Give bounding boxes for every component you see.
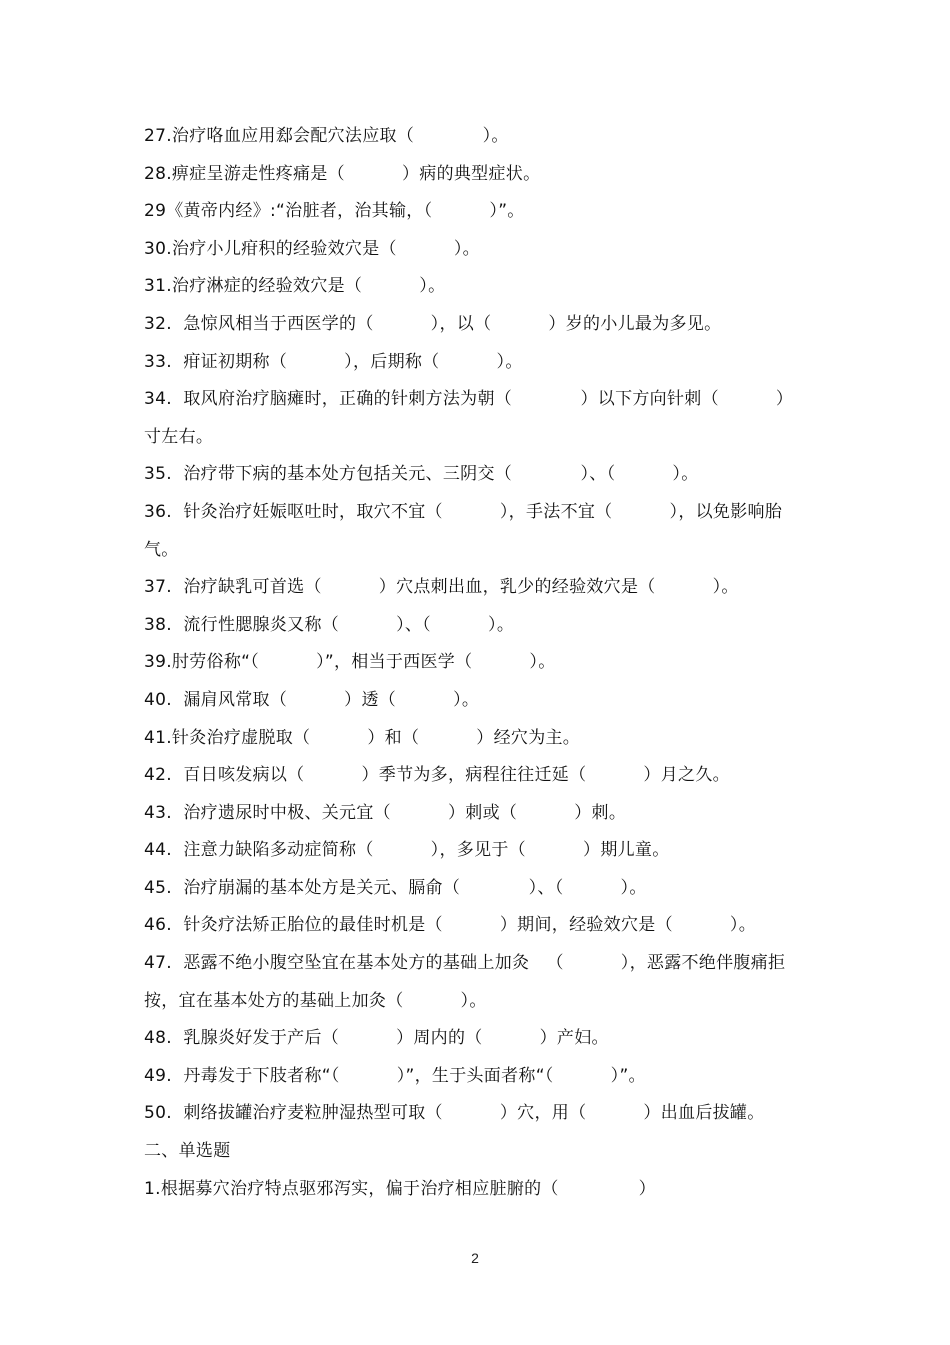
question-32: 32. 急惊风相当于西医学的（ ），以（ ）岁的小儿最为多见。 <box>144 313 722 334</box>
question-46: 46. 针灸疗法矫正胎位的最佳时机是（ ）期间，经验效穴是（ ）。 <box>144 915 757 936</box>
question-41: 41.针灸治疗虚脱取（ ）和（ ）经穴为主。 <box>144 727 581 748</box>
question-40: 40. 漏肩风常取（ ）透（ ）。 <box>144 689 480 710</box>
question-list <box>144 118 810 1208</box>
question-49: 49. 丹毒发于下肢者称“（ ）”，生于头面者称“（ ）”。 <box>144 1065 646 1086</box>
question-48: 48. 乳腺炎好发于产后（ ）周内的（ ）产妇。 <box>144 1028 609 1049</box>
question-37: 37. 治疗缺乳可首选（ ）穴点刺出血，乳少的经验效穴是（ ）。 <box>144 577 739 598</box>
question-29: 29《黄帝内经》:“治脏者，治其输，（ ）”。 <box>144 201 525 222</box>
question-50: 50. 刺络拔罐治疗麦粒肿湿热型可取（ ）穴，用（ ）出血后拔罐。 <box>144 1103 765 1124</box>
question-28: 28.痹症呈游走性疼痛是（ ）病的典型症状。 <box>144 163 541 184</box>
page-number: 2 <box>471 1250 479 1266</box>
question-42: 42. 百日咳发病以（ ）季节为多，病程往往迁延（ ）月之久。 <box>144 765 730 786</box>
question-39: 39.肘劳俗称“（ ）”，相当于西医学（ ）。 <box>144 652 556 673</box>
question-38: 38. 流行性腮腺炎又称（ ）、（ ）。 <box>144 614 515 635</box>
question-47: 47. 恶露不绝小腹空坠宜在基本处方的基础上加灸 （ ），恶露不绝伴腹痛拒 <box>144 953 786 974</box>
section-heading-single-choice: 二、单选题 <box>144 1141 231 1162</box>
question-34-continued: 寸左右。 <box>144 426 214 447</box>
question-43: 43. 治疗遗尿时中极、关元宜（ ）刺或（ ）刺。 <box>144 802 627 823</box>
single-choice-question-1: 1.根据募穴治疗特点驱邪泻实，偏于治疗相应脏腑的（ ） <box>144 1178 656 1199</box>
question-36: 36. 针灸治疗妊娠呕吐时，取穴不宜（ ），手法不宜（ ），以免影响胎 <box>144 501 783 522</box>
question-27: 27.治疗咯血应用郄会配穴法应取（ ）。 <box>144 126 509 146</box>
question-34: 34. 取风府治疗脑瘫时，正确的针刺方法为朝（ ）以下方向针刺（ ） <box>144 389 794 410</box>
question-36-continued: 气。 <box>144 539 179 560</box>
question-35: 35. 治疗带下病的基本处方包括关元、三阴交（ ）、（ ）。 <box>144 464 699 485</box>
question-33: 33. 疳证初期称（ ），后期称（ ）。 <box>144 351 523 372</box>
question-31: 31.治疗淋症的经验效穴是（ ）。 <box>144 276 446 297</box>
question-47-continued: 按，宜在基本处方的基础上加灸（ ）。 <box>144 990 487 1011</box>
question-30: 30.治疗小儿疳积的经验效穴是（ ）。 <box>144 238 480 259</box>
question-44: 44. 注意力缺陷多动症简称（ ），多见于（ ）期儿童。 <box>144 840 670 861</box>
question-45: 45. 治疗崩漏的基本处方是关元、膈俞（ ）、（ ）。 <box>144 877 647 898</box>
